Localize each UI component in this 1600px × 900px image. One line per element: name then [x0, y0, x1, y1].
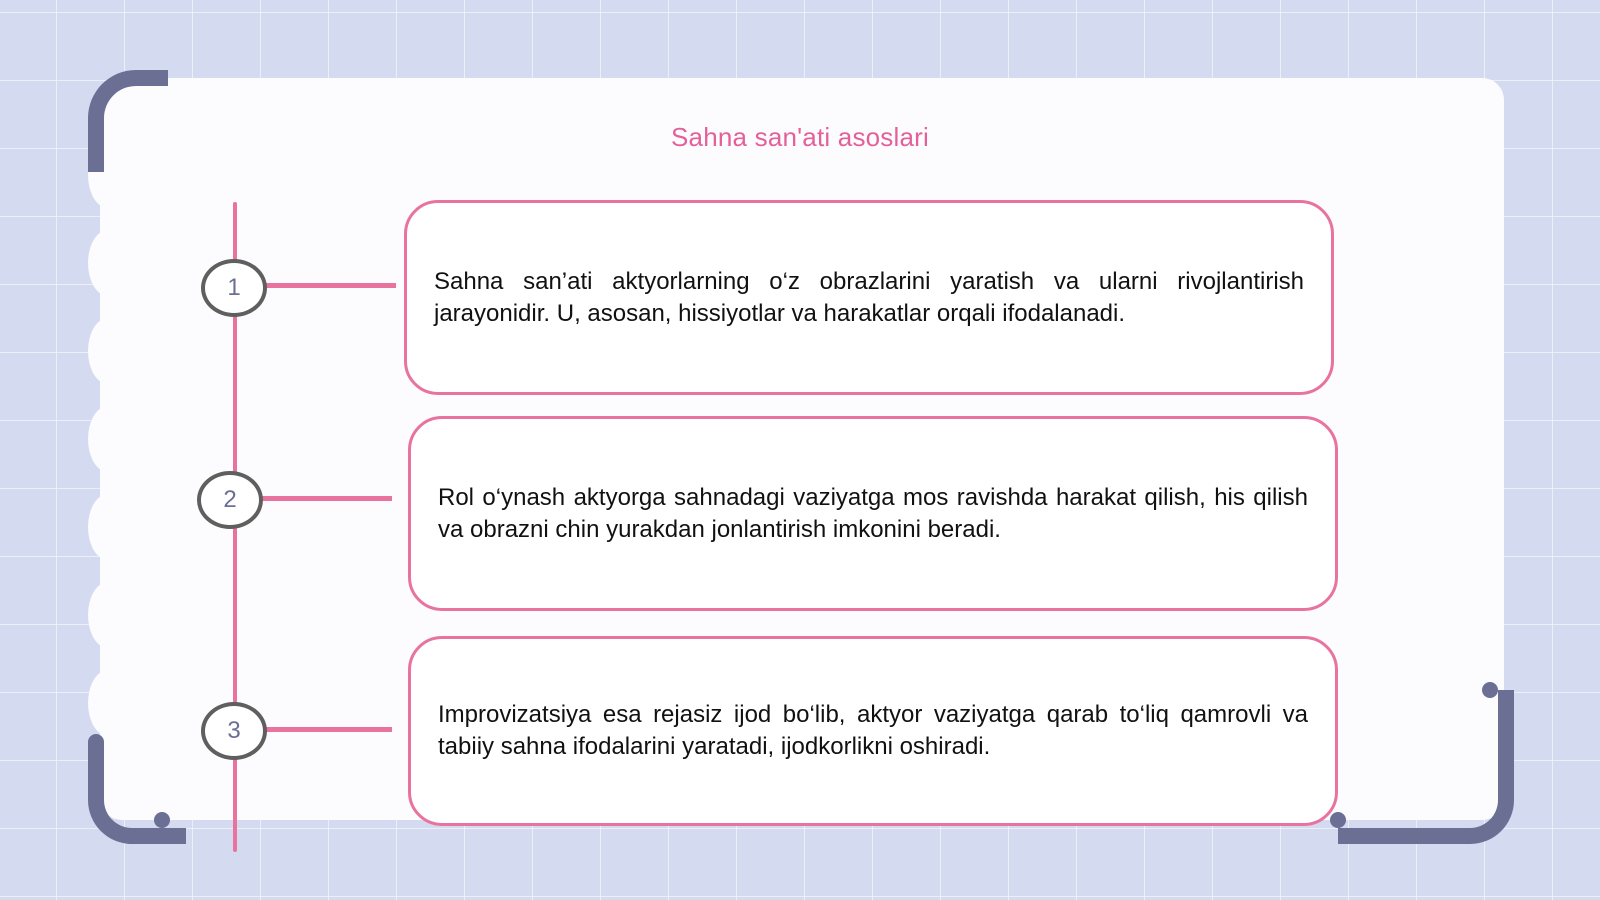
slide-title: Sahna san'ati asoslari — [671, 122, 929, 152]
bracket-cap — [88, 148, 104, 164]
timeline-connector — [262, 496, 392, 501]
timeline-connector — [264, 283, 396, 288]
bracket-cap — [1482, 682, 1498, 698]
card-scallop — [88, 670, 128, 736]
step-text-3: Improvizatsiya esa rejasiz ijod bo‘lib, aktyor vaziyatga qarab to‘liq qamrovli va tabiiy sahna ifodalarini yaratadi, ijodkorlikni oshiradi. — [438, 701, 1308, 760]
step-number-1: 1 — [201, 259, 267, 317]
bracket-cap — [154, 812, 170, 828]
step-box-3 — [408, 636, 1338, 826]
card-scallop — [88, 318, 128, 384]
card-scallop — [88, 230, 128, 296]
bracket-cap — [136, 70, 152, 86]
bracket-cap — [1330, 812, 1346, 828]
step-box-1 — [404, 200, 1334, 395]
card-scallop — [88, 582, 128, 648]
timeline-connector — [266, 727, 392, 732]
step-text-1: Sahna san’ati aktyorlarning o‘z obrazlarini yaratish va ularni rivojlantirish jarayonidir. U, asosan, hissiyotlar va harakatlar orqali ifodalanadi. — [434, 267, 1304, 327]
card-scallop — [88, 406, 128, 472]
corner-bracket-bottom-left — [88, 742, 186, 844]
card-scallop — [88, 494, 128, 560]
step-number-3: 3 — [201, 702, 267, 760]
corner-bracket-bottom-right — [1338, 690, 1514, 844]
step-text-2: Rol o‘ynash aktyorga sahnadagi vaziyatga mos ravishda harakat qilish, his qilish va obrazni chin yurakdan jonlantirish imkonini beradi. — [438, 483, 1308, 543]
step-box-2 — [408, 416, 1338, 611]
bracket-cap — [88, 734, 104, 750]
step-number-2: 2 — [197, 471, 263, 529]
